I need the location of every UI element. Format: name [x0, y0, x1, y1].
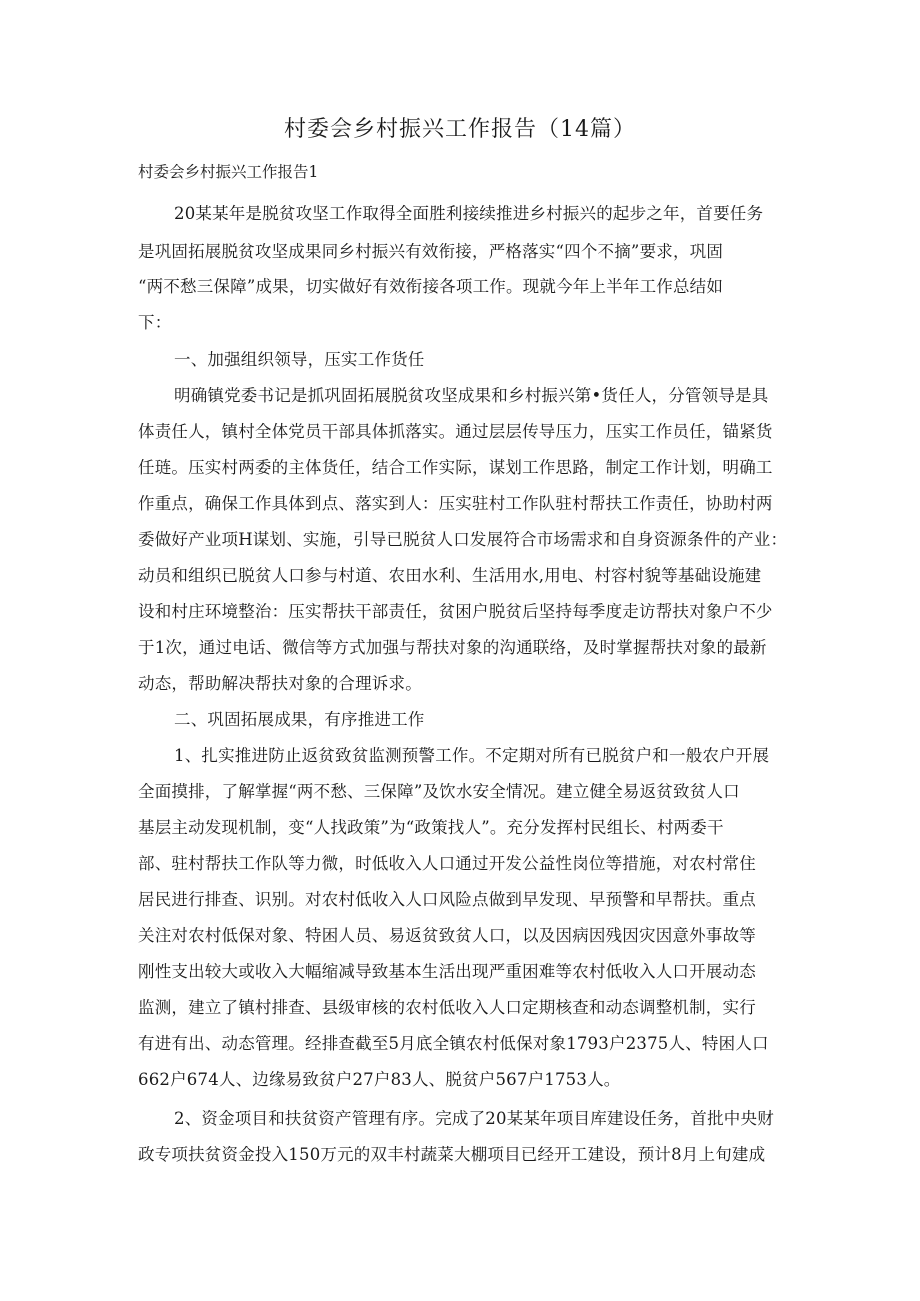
text-line: 动员和组织已脱贫人口参与村道、农田水利、生活用水,用电、村容村貌等基础设施建 [138, 566, 762, 585]
text-line: 政专项扶贫资金投入150万元的双丰村蔬菜大棚项目已经开工建设，预计8月上旬建成 [138, 1145, 766, 1164]
text-line: 明确镇党委书记是抓巩固拓展脱贫攻坚成果和乡村振兴第•货任人，分管领导是具 [174, 386, 769, 405]
text-line: 居民进行排查、识别。对农村低收入人口风险点做到早发现、早预警和早帮扶。重点 [138, 890, 756, 909]
text-line: 下： [138, 313, 172, 332]
text-line: 委做好产业项H谋划、实施，引导已脱贫人口发展符合市场需求和自身资源条件的产业： [138, 530, 788, 549]
text-line: 20某某年是脱贫攻坚工作取得全面胜利接续推进乡村振兴的起步之年，首要任务 [174, 204, 764, 223]
text-line: 部、驻村帮扶工作队等力微，时低收入人口通过开发公益性岗位等措施，对农村常住 [138, 854, 756, 873]
text-line: 刚性支出较大或收入大幅缩减导致基本生活出现严重困难等农村低收入人口开展动态 [138, 962, 756, 981]
text-line: “两不愁三保障”成果，切实做好有效衔接各项工作。现就今年上半年工作总结如 [138, 277, 724, 296]
text-line: 监测，建立了镇村排查、县级审核的农村低收入人口定期核查和动态调整机制，实行 [138, 998, 756, 1017]
text-line: 于1次，通过电话、微信等方式加强与帮扶对象的沟通联络，及时掌握帮扶对象的最新 [138, 638, 767, 657]
text-line: 有进有出、动态管理。经排查截至5月底全镇农村低保对象1793户2375人、特困人口 [138, 1034, 769, 1053]
text-line: 2、资金项目和扶贫资产管理有序。完成了20某某年项目库建设任务，首批中央财 [174, 1109, 774, 1128]
text-line: 作重点，确保工作具体到点、落实到人：压实驻村工作队驻村帮扶工作责任，协助村两 [138, 494, 773, 513]
text-line: 设和村庄环境整治：压实帮扶干部责任，贫困户脱贫后坚持每季度走访帮扶对象户不少 [138, 602, 773, 621]
document-title: 村委会乡村振兴工作报告（14篇） [284, 117, 636, 142]
text-line: 动态，帮助解决帮扶对象的合理诉求。 [138, 674, 422, 693]
text-line: 体责任人，镇村全体党员干部具体抓落实。通过层层传导压力，压实工作员任，锚紧货 [138, 422, 773, 441]
text-line: 662户674人、边缘易致贫户27户83人、脱贫户567户1753人。 [138, 1070, 621, 1089]
text-line: 1、扎实推进防止返贫致贫监测预警工作。不定期对所有已脱贫户和一般农户开展 [174, 746, 770, 765]
text-line: 是巩固拓展脱贫攻坚成果同乡村振兴有效衔接，严格落实“四个不摘”要求，巩固 [138, 242, 724, 261]
text-line: 全面摸排，了解掌握“两不愁、三保障”及饮水安全情况。建立健全易返贫致贫人口 [138, 782, 740, 801]
section-heading: 二、巩固拓展成果，有序推进工作 [174, 710, 425, 729]
report-subtitle: 村委会乡村振兴工作报告1 [138, 163, 319, 181]
section-heading: 一、加强组织领导，压实工作货任 [174, 350, 425, 369]
text-line: 关注对农村低保对象、特困人员、易返贫致贫人口，以及因病因残因灾因意外事故等 [138, 926, 756, 945]
text-line: 基层主动发现机制，变“人找政策”为“政策找人”。充分发挥村民组长、村两委干 [138, 818, 724, 837]
text-line: 任琏。压实村两委的主体货任，结合工作实际，谋划工作思路，制定工作计划，明确工 [138, 458, 773, 477]
